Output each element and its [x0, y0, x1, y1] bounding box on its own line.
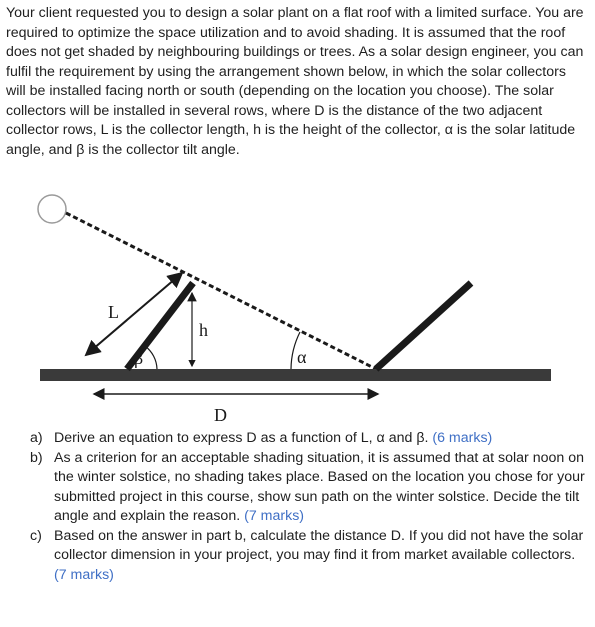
sun-ray	[66, 213, 376, 369]
question-marks: (7 marks)	[244, 508, 305, 524]
question-item	[30, 449, 585, 527]
label-tilt-angle: β	[134, 348, 144, 368]
label-row-distance: D	[214, 405, 227, 425]
tilt-angle-arc	[145, 346, 157, 369]
problem-statement: Your client requested you to design a solar plant on a flat roof with a limited surface. You are required to optimize the space utilization and to avoid shading. It is assumed that the roof does not get shaded by neighbouring buildings or trees. As a solar design engineer, you can fulfil the requirement by using the arrangement shown below, in which the solar collectors will be installed facing north or south (depending on the location you choose). The solar collectors will be installed in several rows, where D is the distance of the two adjacent collector rows, L is the collector length, h is the height of the collector, α is the solar latitude angle, and β is the collector tilt angle.	[6, 5, 584, 158]
question-item	[30, 429, 585, 449]
solar-collector-row-diagram	[0, 180, 595, 428]
question-list	[30, 429, 585, 585]
label-collector-height: h	[199, 320, 208, 340]
roof-surface	[40, 369, 551, 381]
sun-icon	[38, 195, 66, 223]
question-text: Derive an equation to express D as a function of L, α and β.	[54, 430, 429, 446]
label-collector-length: L	[108, 302, 119, 322]
collector-back	[376, 283, 471, 369]
question-text: Based on the answer in part b, calculate the distance D. If you did not have the solar collector dimension in your project, you may find it from market available collectors.	[54, 527, 584, 563]
question-label: c)	[30, 527, 42, 544]
question-label: b)	[30, 449, 43, 466]
question-label: a)	[30, 430, 43, 446]
question-marks: (7 marks)	[54, 566, 114, 583]
label-solar-altitude-angle: α	[297, 347, 307, 367]
question-item	[30, 527, 585, 586]
question-marks: (6 marks)	[432, 430, 493, 446]
question-text: As a criterion for an acceptable shading situation, it is assumed that at solar noon on the winter solstice, no shading takes place. Based on the location you chose for your submitted project in this course, show sun path on the winter solstice. Decide the tilt angle and explain the reason.	[54, 449, 585, 524]
